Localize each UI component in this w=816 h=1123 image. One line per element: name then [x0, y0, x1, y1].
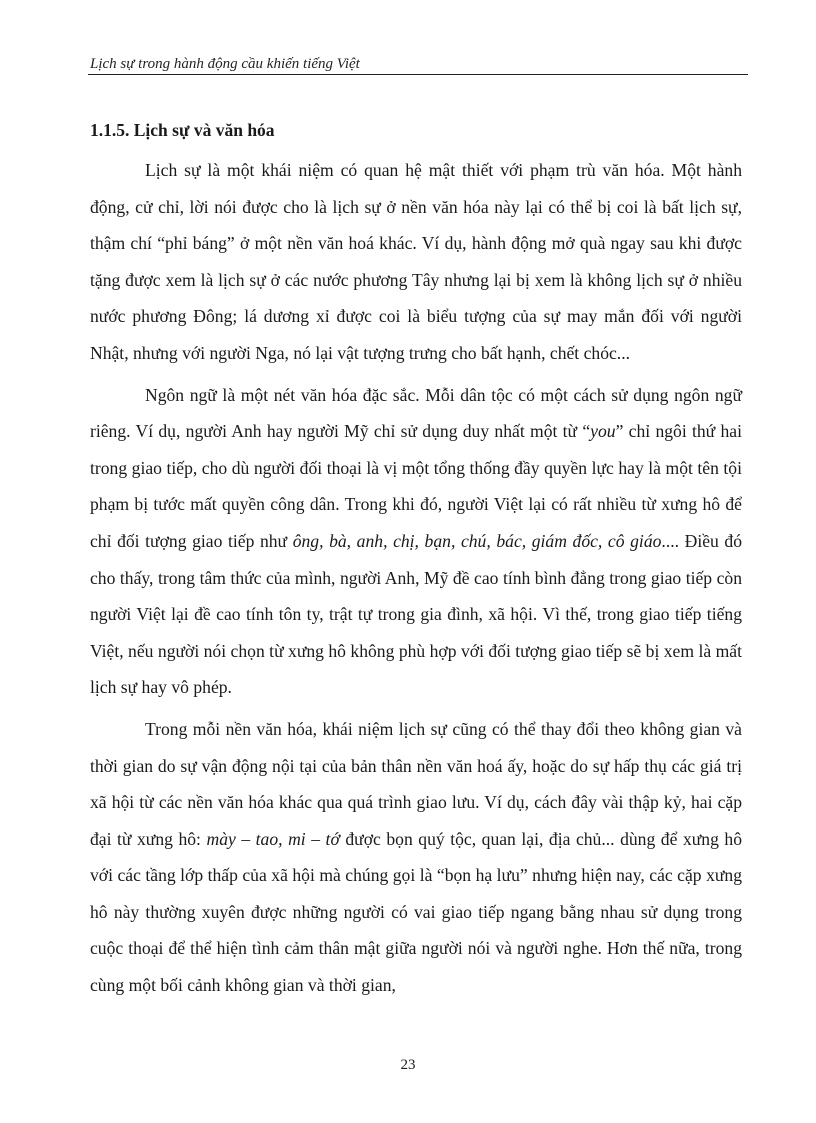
paragraph-3: [90, 711, 742, 1004]
paragraph-2: [90, 377, 742, 706]
paragraph-3-text: Trong mỗi nền văn hóa, khái niệm lịch sự cũng có thể thay đổi theo không gian và thời gian do sự vận động nội tại của bản thân nền văn hoá ấy, hoặc do sự hấp thụ các giá trị xã hội từ các nền văn hóa khác qua quá trình giao lưu. Ví dụ, cách đây vài thập kỷ, hai cặp đại từ xưng hô:: [90, 718, 742, 849]
paragraph-2-text: .... Điều đó cho thấy, trong tâm thức của mình, người Anh, Mỹ đề cao tính bình đẳng trong giao tiếp còn người Việt lại đề cao tính tôn ty, trật tự trong gia đình, xã hội. Vì thế, trong giao tiếp tiếng Việt, nếu người nói chọn từ xưng hô không phù hợp với đối tượng giao tiếp sẽ bị xem là mất lịch sự hay vô phép.: [90, 530, 743, 698]
paragraph-3-text: được bọn quý tộc, quan lại, địa chủ... dùng để xưng hô với các tầng lớp thấp của xã hội mà chúng gọi là “bọn hạ lưu” nhưng hiện nay, các cặp xưng hô này thường xuyên được những người có vai giao tiếp ngang bằng nhau sử dụng trong cuộc thoại để thể hiện tình cảm thân mật giữa người nói và người nghe. Hơn thế nữa, trong cùng một bối cảnh không gian và thời gian,: [90, 828, 743, 996]
header-rule: [88, 74, 748, 75]
paragraph-1: Lịch sự là một khái niệm có quan hệ mật thiết với phạm trù văn hóa. Một hành động, cử chỉ, lời nói được cho là lịch sự ở nền văn hóa này lại có thể bị coi là bất lịch sự, thậm chí “phỉ báng” ở một nền văn hoá khác. Ví dụ, hành động mở quà ngay sau khi được tặng được xem là lịch sự ở các nước phương Tây nhưng lại bị xem là không lịch sự ở nhiều nước phương Đông; lá dương xỉ được coi là biểu tượng của sự may mắn đối với người Nhật, nhưng với người Nga, nó lại vật tượng trưng cho bất hạnh, chết chóc...: [90, 160, 742, 363]
paragraph-2-text: ” chỉ ngôi thứ hai trong giao tiếp, cho dù người đối thoại là vị một tổng thống đầy quyền lực hay là một tên tội phạm bị tước mất quyền công dân. Trong khi đó, người Việt lại có rất nhiều từ xưng hô để chỉ đối tượng giao tiếp như: [90, 421, 742, 551]
paragraph-2-text: Ngôn ngữ là một nét văn hóa đặc sắc. Mỗi dân tộc có một cách sử dụng ngôn ngữ riêng. Ví dụ, người Anh hay người Mỹ chỉ sử dụng duy nhất một từ “: [90, 384, 742, 442]
section-heading: 1.1.5. Lịch sự và văn hóa: [90, 120, 275, 140]
body-text: [90, 152, 742, 1004]
paragraph-2-italic-term: you: [590, 421, 616, 442]
running-header: Lịch sự trong hành động cầu khiến tiếng Việt: [90, 56, 360, 72]
paragraph-2-italic-list: ông, bà, anh, chị, bạn, chú, bác, giám đốc, cô giáo: [292, 530, 662, 551]
paragraph-3-italic-pronouns: mày – tao, mi – tớ: [206, 828, 340, 849]
page-number: 23: [400, 1057, 416, 1073]
